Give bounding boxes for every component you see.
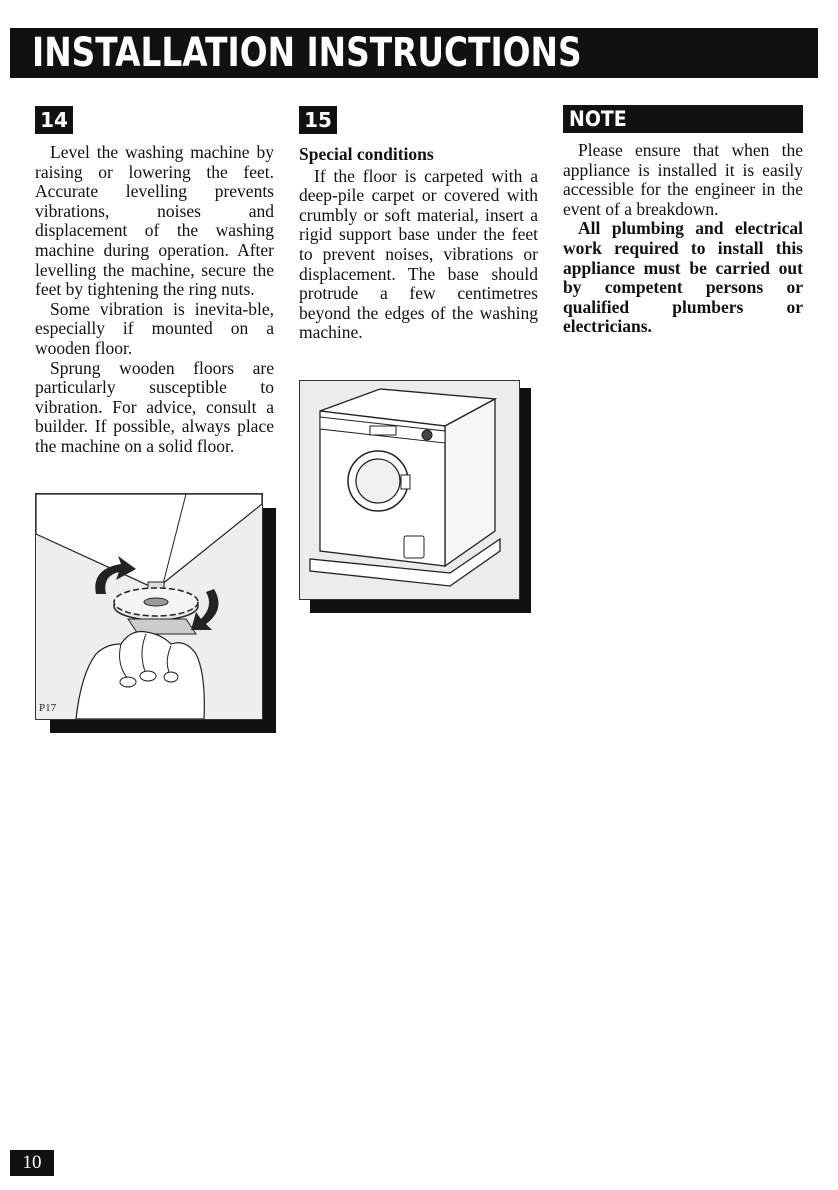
note-bold-paragraph: All plumbing and electrical work required to install this appliance must be carried out by competent persons or qualified plumbers or electricians. <box>563 218 803 337</box>
note-label: NOTE <box>569 107 627 131</box>
ring-nut-icon <box>114 588 198 620</box>
section-14-paragraph-1: Level the washing machine by raising or lowering the feet. Accurate levelling prevents vibrations, noises and displacement of the washing machine during operation. After levelling the machine, secure the feet by tightening the ring nuts. <box>35 142 274 300</box>
note-header <box>563 105 803 133</box>
section-15-heading: Special conditions <box>299 144 434 164</box>
title-bar <box>10 28 818 78</box>
program-dial-icon <box>422 430 432 440</box>
section-14-paragraph-3: Sprung wooden floors are particularly susceptible to vibration. For advice, consult a builder. If possible, always place the machine on a solid floor. <box>35 357 274 456</box>
washing-machine-drawing <box>300 381 519 599</box>
filter-hatch-icon <box>404 536 424 558</box>
note-text <box>563 141 803 337</box>
section-15-badge: 15 <box>299 106 337 134</box>
figure-14-illustration <box>35 493 263 720</box>
page-number: 10 <box>10 1150 54 1176</box>
section-14-paragraph-2: Some vibration is inevita-ble, especially if mounted on a wooden floor. <box>35 298 274 358</box>
section-14-badge: 14 <box>35 106 73 134</box>
figure-15-illustration <box>299 380 520 600</box>
section-14-text <box>35 143 274 457</box>
figure-14-label: P17 <box>39 702 57 714</box>
section-15-text <box>299 145 538 343</box>
section-15-paragraph: If the floor is carpeted with a deep-pile carpet or covered with crumbly or soft material, insert a rigid support base under the feet to prevent noises, vibrations or displacement. The base should protrude a few centimetres beyond the edges of the washing machine. <box>299 165 538 343</box>
foot-adjust-drawing <box>36 494 262 719</box>
note-paragraph: Please ensure that when the appliance is installed it is easily accessible for the engineer in the event of a breakdown. <box>563 140 803 219</box>
page-title: INSTALLATION INSTRUCTIONS <box>32 30 582 76</box>
